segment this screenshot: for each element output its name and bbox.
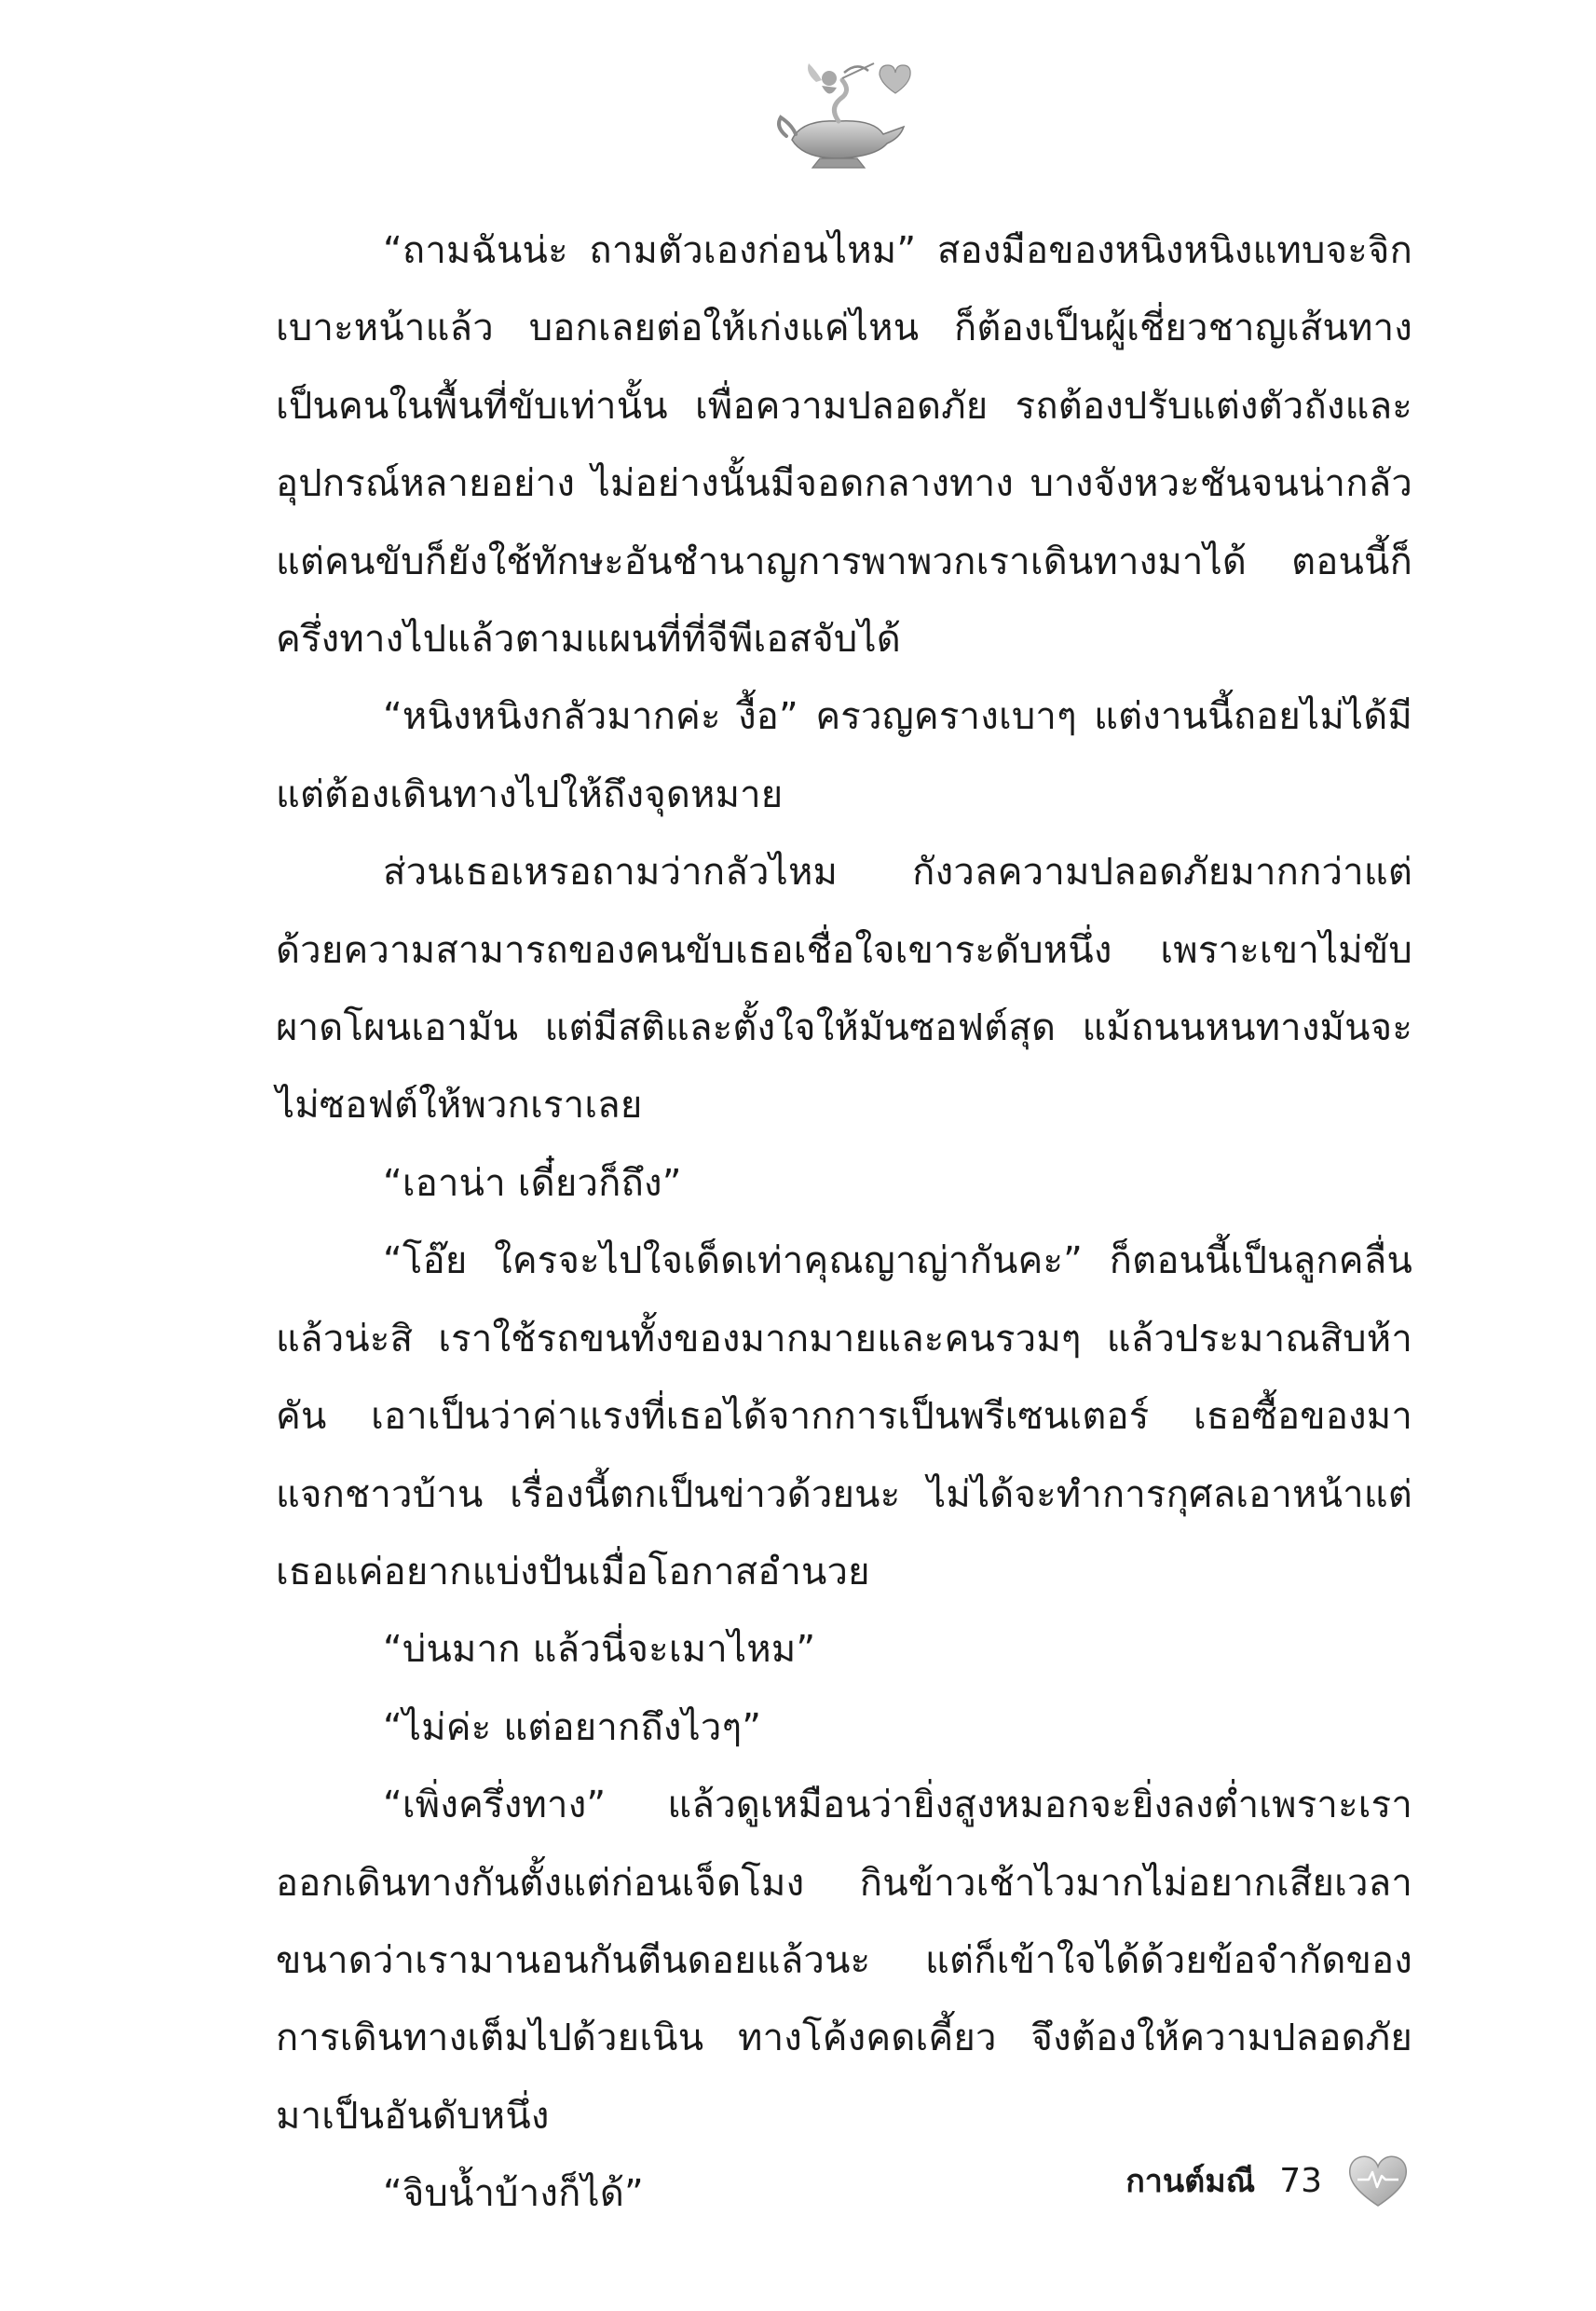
running-footer-title: กานต์มณี: [1125, 2163, 1256, 2200]
genie-lamp-cupid-icon: [764, 54, 913, 175]
paragraph: “ถามฉันน่ะ ถามตัวเองก่อนไหม” สองมือของหนิงหนิงแทบจะจิกเบาะหน้าแล้ว บอกเลยต่อให้เก่งแค่ไหน ก็ต้องเป็นผู้เชี่ยวชาญเส้นทาง เป็นคนในพื้นที่ขับเท่านั้น เพื่อความปลอดภัย รถต้องปรับแต่งตัวถังและอุปกรณ์หลายอย่าง ไม่อย่างนั้นมีจอดกลางทาง บางจังหวะชันจนน่ากลัว แต่คนขับก็ยังใช้ทักษะอันชำนาญการพาพวกเราเดินทางมาได้ ตอนนี้ก็ครึ่งทางไปแล้วตามแผนที่ที่จีพีเอสจับได้: [276, 229, 1412, 662]
page-footer: [1125, 2153, 1410, 2208]
paragraph: “หนิงหนิงกลัวมากค่ะ งื้อ” ครวญครางเบาๆ แต่งานนี้ถอยไม่ได้มีแต่ต้องเดินทางไปให้ถึงจุดหมาย: [276, 695, 1412, 816]
heart-pulse-icon: [1346, 2152, 1410, 2209]
dialogue-line: “ไม่ค่ะ แต่อยากถึงไวๆ”: [383, 1705, 762, 1749]
dialogue-line: “บ่นมาก แล้วนี่จะเมาไหม”: [383, 1628, 816, 1672]
dialogue-line: “จิบน้ำบ้างก็ได้”: [383, 2172, 644, 2216]
paragraph: “เพิ่งครึ่งทาง” แล้วดูเหมือนว่ายิ่งสูงหมอกจะยิ่งลงต่ำเพราะเราออกเดินทางกันตั้งแต่ก่อนเจ็ดโมง กินข้าวเช้าไวมากไม่อยากเสียเวลาขนาดว่าเรามานอนกันตีนดอยแล้วนะ แต่ก็เข้าใจได้ด้วยข้อจำกัดของการเดินทางเต็มไปด้วยเนิน ทางโค้งคดเคี้ยว จึงต้องให้ความปลอดภัยมาเป็นอันดับหนึ่ง: [276, 1784, 1412, 2138]
chapter-body: [276, 212, 1412, 2234]
dialogue-line: “เอาน่า เดี๋ยวก็ถึง”: [383, 1161, 682, 1205]
page-number: 73: [1279, 2161, 1322, 2200]
paragraph: ส่วนเธอเหรอถามว่ากลัวไหม กังวลความปลอดภัยมากกว่าแต่ด้วยความสามารถของคนขับเธอเชื่อใจเขาระดับหนึ่ง เพราะเขาไม่ขับผาดโผนเอามัน แต่มีสติและตั้งใจให้มันซอฟต์สุด แม้ถนนหนทางมันจะไม่ซอฟต์ให้พวกเราเลย: [276, 851, 1412, 1128]
paragraph: “โอ๊ย ใครจะไปใจเด็ดเท่าคุณญาญ่ากันคะ” ก็ตอนนี้เป็นลูกคลื่นแล้วน่ะสิ เราใช้รถขนทั้งของมากมายและคนรวมๆ แล้วประมาณสิบห้าคัน เอาเป็นว่าค่าแรงที่เธอได้จากการเป็นพรีเซนเตอร์ เธอซื้อของมาแจกชาวบ้าน เรื่องนี้ตกเป็นข่าวด้วยนะ ไม่ได้จะทำการกุศลเอาหน้าแต่เธอแค่อยากแบ่งปันเมื่อโอกาสอำนวย: [276, 1239, 1412, 1593]
